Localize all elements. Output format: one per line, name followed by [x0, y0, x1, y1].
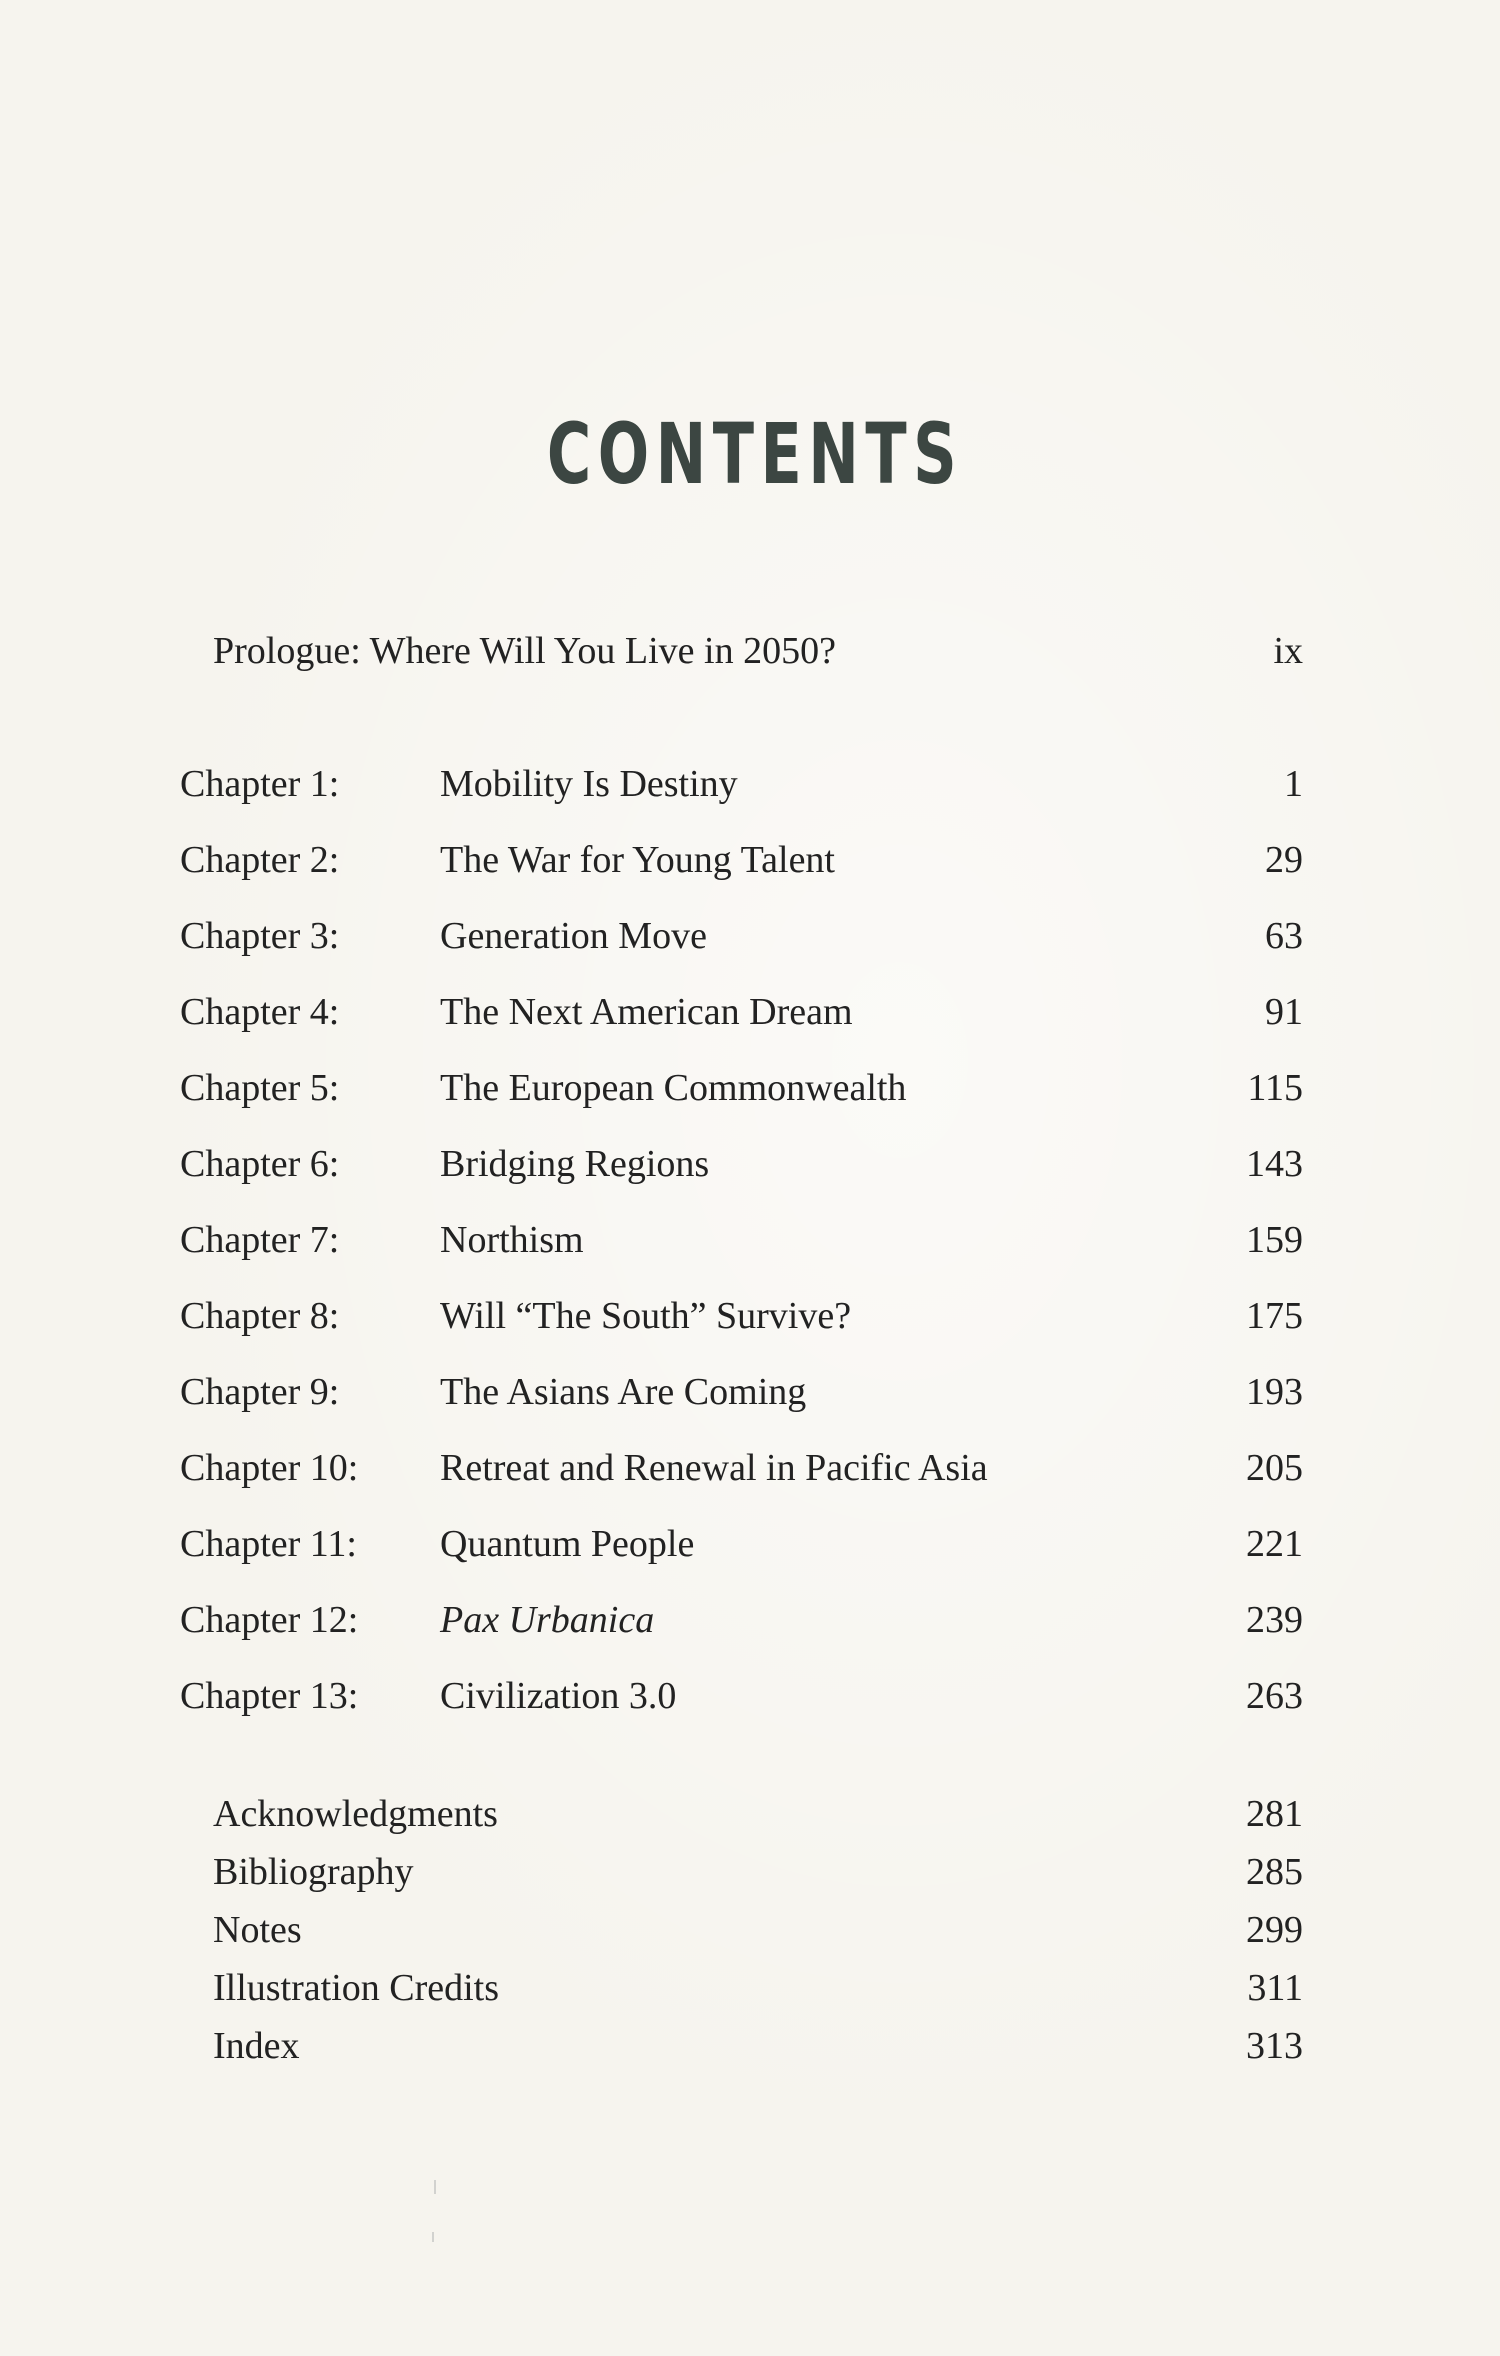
- chapter-entry-7: [180, 1214, 1303, 1290]
- chapter-number: Chapter 8:: [180, 1295, 340, 1337]
- chapter-title: The War for Young Talent: [440, 839, 835, 881]
- chapter-entry-13: [180, 1670, 1303, 1746]
- chapter-page-number: 193: [1246, 1371, 1303, 1413]
- backmatter-entry-acknowledgments: [213, 1788, 1303, 1846]
- backmatter-page-number: 299: [1246, 1909, 1303, 1951]
- chapter-entry-6: [180, 1138, 1303, 1214]
- backmatter-entry-notes: [213, 1904, 1303, 1962]
- chapter-number: Chapter 6:: [180, 1143, 340, 1185]
- chapter-page-number: 29: [1265, 839, 1303, 881]
- chapter-entry-5: [180, 1062, 1303, 1138]
- scan-speck: [432, 2232, 434, 2242]
- chapter-page-number: 221: [1246, 1523, 1303, 1565]
- backmatter-title: Illustration Credits: [213, 1967, 500, 2009]
- backmatter-title: Acknowledgments: [213, 1793, 498, 1835]
- backmatter-entry-index: [213, 2020, 1303, 2078]
- chapter-page-number: 263: [1246, 1675, 1303, 1717]
- chapter-page-number: 1: [1284, 763, 1303, 805]
- chapter-number: Chapter 3:: [180, 915, 340, 957]
- contents-heading: CONTENTS: [546, 405, 964, 503]
- chapter-page-number: 159: [1246, 1219, 1303, 1261]
- chapter-number: Chapter 9:: [180, 1371, 340, 1413]
- backmatter-page-number: 281: [1246, 1793, 1303, 1835]
- scan-speck: [434, 2180, 436, 2194]
- chapter-page-number: 239: [1246, 1599, 1303, 1641]
- chapter-title: The Next American Dream: [440, 991, 853, 1033]
- chapter-page-number: 91: [1265, 991, 1303, 1033]
- chapter-page-number: 115: [1247, 1067, 1303, 1109]
- backmatter-entry-illustration-credits: [213, 1962, 1303, 2020]
- chapter-list: [180, 758, 1303, 1746]
- prologue-page-number: ix: [1273, 630, 1303, 672]
- chapter-title: Pax Urbanica: [440, 1599, 655, 1641]
- backmatter-page-number: 313: [1246, 2025, 1303, 2067]
- chapter-number: Chapter 1:: [180, 763, 340, 805]
- chapter-title: Retreat and Renewal in Pacific Asia: [440, 1447, 988, 1489]
- backmatter-entry-bibliography: [213, 1846, 1303, 1904]
- chapter-entry-9: [180, 1366, 1303, 1442]
- chapter-number: Chapter 13:: [180, 1675, 359, 1717]
- backmatter-list: [213, 1788, 1303, 2078]
- chapter-entry-2: [180, 834, 1303, 910]
- chapter-title: Generation Move: [440, 915, 707, 957]
- chapter-page-number: 63: [1265, 915, 1303, 957]
- chapter-number: Chapter 11:: [180, 1523, 357, 1565]
- backmatter-title: Bibliography: [213, 1851, 414, 1893]
- chapter-number: Chapter 4:: [180, 991, 340, 1033]
- chapter-title: Will “The South” Survive?: [440, 1295, 852, 1337]
- chapter-entry-4: [180, 986, 1303, 1062]
- backmatter-page-number: 311: [1247, 1967, 1303, 2009]
- backmatter-page-number: 285: [1246, 1851, 1303, 1893]
- chapter-number: Chapter 12:: [180, 1599, 359, 1641]
- chapter-page-number: 175: [1246, 1295, 1303, 1337]
- prologue-entry: [213, 625, 1303, 677]
- backmatter-title: Index: [213, 2025, 300, 2067]
- backmatter-title: Notes: [213, 1909, 302, 1951]
- chapter-title: Bridging Regions: [440, 1143, 710, 1185]
- chapter-entry-8: [180, 1290, 1303, 1366]
- chapter-number: Chapter 5:: [180, 1067, 340, 1109]
- chapter-title: Quantum People: [440, 1523, 695, 1565]
- chapter-title: Mobility Is Destiny: [440, 763, 738, 805]
- chapter-entry-12: [180, 1594, 1303, 1670]
- chapter-title: The Asians Are Coming: [440, 1371, 807, 1413]
- chapter-number: Chapter 2:: [180, 839, 340, 881]
- chapter-entry-10: [180, 1442, 1303, 1518]
- chapter-entry-3: [180, 910, 1303, 986]
- chapter-page-number: 205: [1246, 1447, 1303, 1489]
- chapter-title: Northism: [440, 1219, 584, 1261]
- chapter-title: Civilization 3.0: [440, 1675, 677, 1717]
- chapter-title: The European Commonwealth: [440, 1067, 907, 1109]
- prologue-title: Prologue: Where Will You Live in 2050?: [213, 630, 836, 672]
- chapter-entry-11: [180, 1518, 1303, 1594]
- chapter-entry-1: [180, 758, 1303, 834]
- chapter-page-number: 143: [1246, 1143, 1303, 1185]
- chapter-number: Chapter 7:: [180, 1219, 340, 1261]
- chapter-number: Chapter 10:: [180, 1447, 359, 1489]
